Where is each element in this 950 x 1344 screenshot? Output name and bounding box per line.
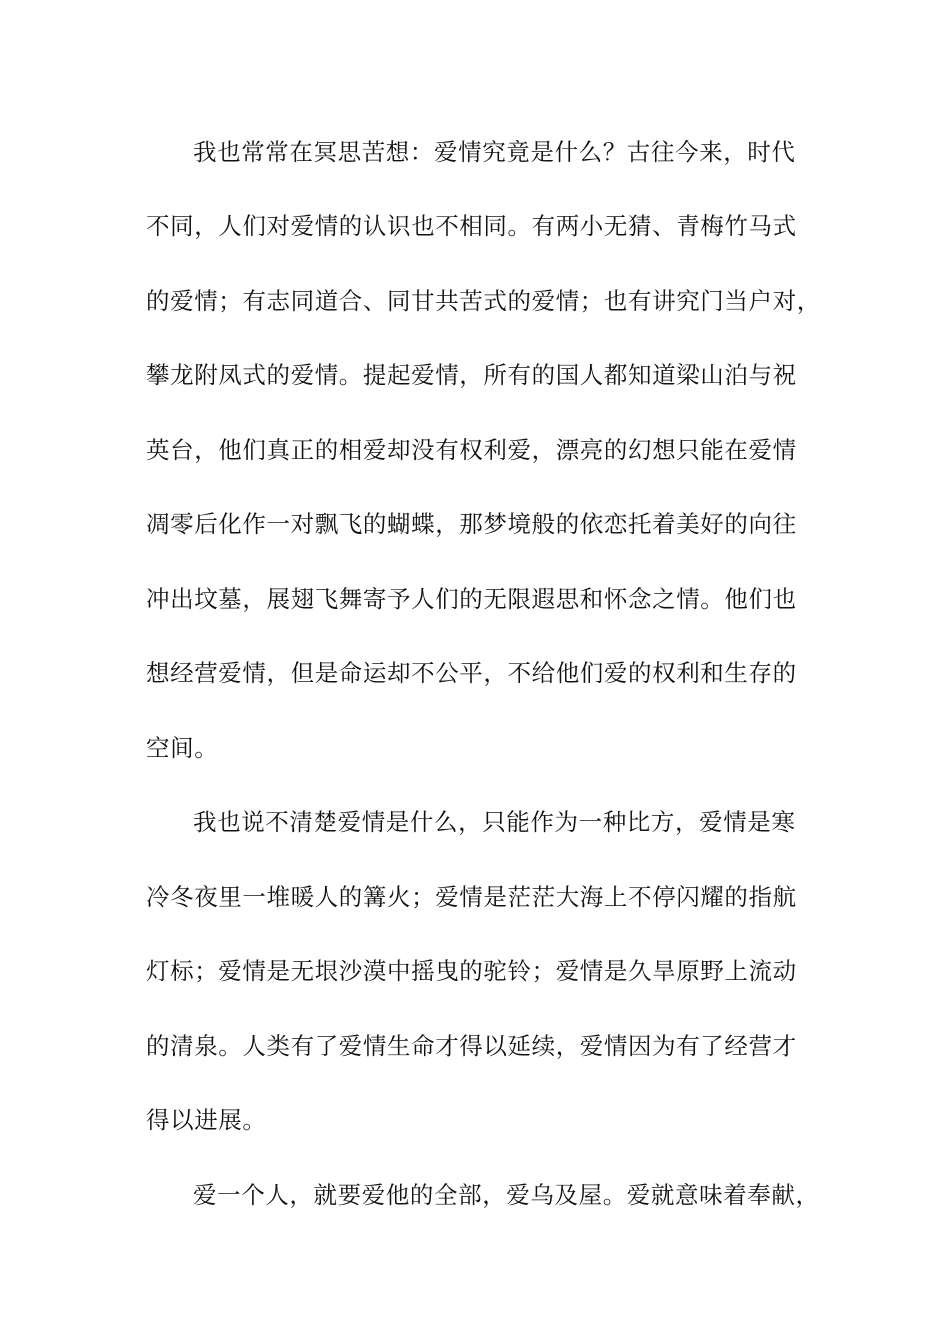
paragraph-3-line-1: 爱一个人，就要爱他的全部，爱乌及屋。爱就意味着奉献， xyxy=(193,1181,820,1209)
paragraph-1-line-8: 想经营爱情，但是命运却不公平，不给他们爱的权利和生存的 xyxy=(146,659,797,687)
paragraph-1-line-2: 不同，人们对爱情的认识也不相同。有两小无猜、青梅竹马式 xyxy=(146,212,797,240)
paragraph-2-line-5: 得以进展。 xyxy=(146,1106,267,1134)
paragraph-2-line-3: 灯标；爱情是无垠沙漠中摇曳的驼铃；爱情是久旱原野上流动 xyxy=(146,957,797,985)
paragraph-2-line-4: 的清泉。人类有了爱情生命才得以延续，爱情因为有了经营才 xyxy=(146,1032,797,1060)
paragraph-2-line-2: 冷冬夜里一堆暖人的篝火；爱情是茫茫大海上不停闪耀的指航 xyxy=(146,883,797,911)
paragraph-1-line-6: 凋零后化作一对飘飞的蝴蝶，那梦境般的依恋托着美好的向往 xyxy=(146,510,797,538)
paragraph-1-line-9: 空间。 xyxy=(146,734,219,762)
paragraph-1-line-1: 我也常常在冥思苦想：爱情究竟是什么？古往今来，时代 xyxy=(193,138,796,166)
paragraph-1-line-7: 冲出坟墓，展翅飞舞寄予人们的无限遐思和怀念之情。他们也 xyxy=(146,585,797,613)
paragraph-2-line-1: 我也说不清楚爱情是什么，只能作为一种比方，爱情是寒 xyxy=(193,808,796,836)
paragraph-1-line-5: 英台，他们真正的相爱却没有权利爱，漂亮的幻想只能在爱情 xyxy=(146,436,797,464)
paragraph-1-line-4: 攀龙附凤式的爱情。提起爱情，所有的国人都知道梁山泊与祝 xyxy=(146,361,797,389)
paragraph-1-line-3: 的爱情；有志同道合、同甘共苦式的爱情；也有讲究门当户对， xyxy=(146,287,821,315)
